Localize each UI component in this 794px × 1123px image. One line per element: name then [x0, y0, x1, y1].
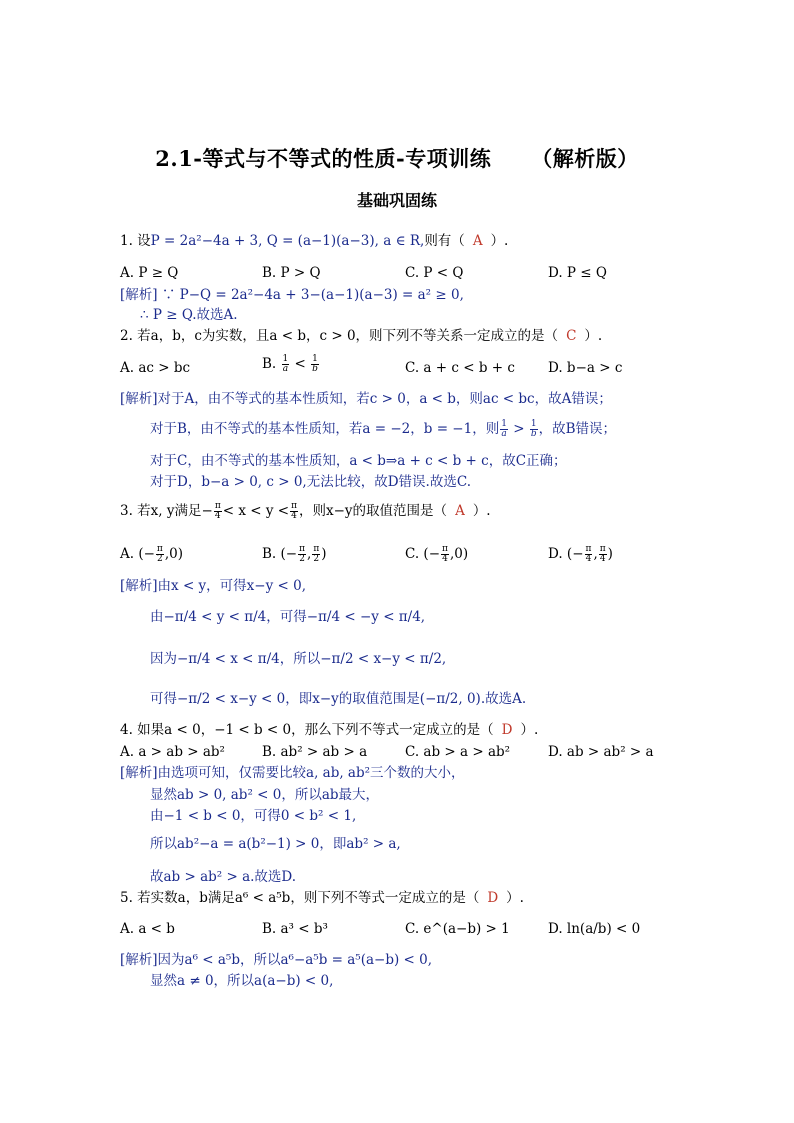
- q5-option-b: B. a³ < b³: [262, 921, 328, 937]
- q1-analysis-1: [解析] ∵ P−Q = 2a²−4a + 3−(a−1)(a−3) = a² ≥ 0,: [120, 287, 464, 303]
- q4-option-a: A. a > ab > ab²: [120, 744, 225, 760]
- q4-option-c: C. ab > a > ab²: [405, 744, 511, 760]
- q5-option-a: A. a < b: [120, 921, 175, 937]
- q2-option-a: A. ac > bc: [120, 360, 191, 376]
- question-2: 2. 若a，b，c为实数，且a < b，c > 0，则下列不等关系一定成立的是（ C ）.: [120, 328, 603, 344]
- answer-1: A: [472, 233, 483, 249]
- q1-option-c: C. P < Q: [405, 265, 464, 281]
- q2-option-c: C. a + c < b + c: [405, 360, 515, 376]
- title-main: 2.1-等式与不等式的性质-专项训练: [155, 146, 492, 171]
- q5-option-c: C. e^(a−b) > 1: [405, 921, 510, 937]
- answer-4: D: [501, 722, 513, 738]
- answer-3: A: [455, 503, 465, 519]
- q4-analysis-2: 显然ab > 0, ab² < 0，所以ab最大，: [150, 787, 380, 803]
- q5-option-d: D. ln(a/b) < 0: [548, 921, 641, 937]
- q2-analysis-3: 对于C，由不等式的基本性质知，a < b⇒a + c < b + c，故C正确；: [150, 453, 567, 469]
- q5-analysis-2: 显然a ≠ 0，所以a(a−b) < 0,: [150, 973, 334, 989]
- q4-option-d: D. ab > ab² > a: [548, 744, 654, 760]
- q4-analysis-3: 由−1 < b < 0，可得0 < b² < 1,: [150, 808, 357, 824]
- q4-analysis-1: [解析]由选项可知，仅需要比较a, ab, ab²三个数的大小，: [120, 765, 465, 781]
- q3-analysis-3: 因为−π/4 < x < π/4，所以−π/2 < x−y < π/2,: [150, 651, 447, 667]
- question-1: 1. 设P = 2a²−4a + 3, Q = (a−1)(a−3), a ∈ R,则有（ A ）.: [120, 233, 509, 249]
- q2-analysis-2: 对于B，由不等式的基本性质知，若a = −2，b = −1，则 $\frac{1}{a}$ > $\frac{1}{b}$ ，故B错误；: [150, 419, 616, 439]
- q1-option-d: D. P ≤ Q: [548, 265, 607, 281]
- q2-analysis-4: 对于D，b−a > 0, c > 0,无法比较，故D错误.故选C.: [150, 474, 471, 490]
- q3-option-c: C. (− $\frac{\pi}{4}$ ,0): [405, 544, 469, 564]
- section-heading: 基础巩固练: [356, 191, 437, 210]
- q4-analysis-4: 所以ab²−a = a(b²−1) > 0，即ab² > a,: [150, 836, 401, 852]
- q3-option-b: B. (− $\frac{\pi}{2}$ , $\frac{\pi}{2}$ ): [262, 544, 327, 564]
- q2-option-d: D. b−a > c: [548, 360, 623, 376]
- q3-option-a: A. (− $\frac{\pi}{2}$ ,0): [120, 544, 183, 564]
- q3-analysis-2: 由−π/4 < y < π/4，可得−π/4 < −y < π/4,: [150, 609, 426, 625]
- q4-option-b: B. ab² > ab > a: [262, 744, 368, 760]
- q3-analysis-1: [解析]由x < y，可得x−y < 0,: [120, 578, 306, 594]
- q2-option-b: B. $\frac{1}{a}$ < $\frac{1}{b}$: [262, 354, 318, 374]
- q4-analysis-5: 故ab > ab² > a.故选D.: [150, 869, 297, 885]
- question-5: 5. 若实数a，b满足a⁶ < a⁵b，则下列不等式一定成立的是（ D ）.: [120, 890, 524, 906]
- question-3: 3. 若x, y满足− $\frac{\pi}{4}$ < x < y < $\frac{\pi}{4}$ ，则x−y的取值范围是（ A ）.: [120, 501, 491, 521]
- q5-analysis-1: [解析]因为a⁶ < a⁵b，所以a⁶−a⁵b = a⁵(a−b) < 0,: [120, 952, 433, 968]
- question-4: 4. 如果a < 0，−1 < b < 0，那么下列不等式一定成立的是（ D ）.: [120, 722, 539, 738]
- q2-analysis-1: [解析]对于A，由不等式的基本性质知，若c > 0，a < b，则ac < bc，故A错误；: [120, 391, 612, 407]
- q3-analysis-4: 可得−π/2 < x−y < 0，即x−y的取值范围是(−π/2, 0).故选A.: [150, 691, 527, 707]
- q1-option-a: A. P ≥ Q: [120, 265, 179, 281]
- answer-2: C: [566, 328, 577, 344]
- q3-option-d: D. (− $\frac{\pi}{4}$ , $\frac{\pi}{4}$ ): [548, 544, 613, 564]
- q1-analysis-2: ∴ P ≥ Q.故选A.: [140, 307, 238, 323]
- answer-5: D: [487, 890, 499, 906]
- q1-option-b: B. P > Q: [262, 265, 321, 281]
- title-tag: （解析版）: [531, 146, 639, 171]
- page-title: [0, 143, 794, 173]
